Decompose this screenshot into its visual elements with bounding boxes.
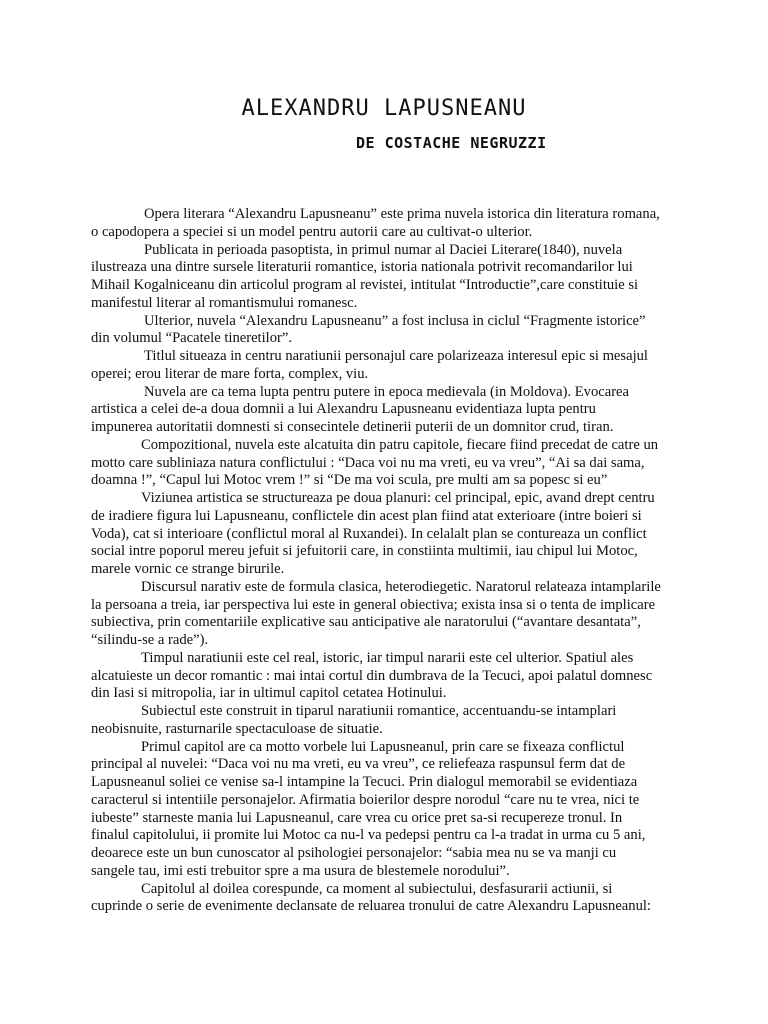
text-line: Publicata in perioada pasoptista, in primul numar al Daciei Literare(1840), nuvela [144,241,623,258]
text-line: manifestul literar al romantismului romanesc. [91,294,358,311]
text-line: Nuvela are ca tema lupta pentru putere in epoca medievala (in Moldova). Evocarea [144,383,630,400]
text-line: subiectiva, prin comentariile explicative sau anticipative ale naratorului (“avantare desantata”, [91,614,641,631]
text-line: neobisnuite, rasturnarile spectaculoase de situatie. [91,720,383,737]
text-line: Discursul narativ este de formula clasica, heterodiegetic. Naratorul relateaza intamplarile [141,578,661,595]
text-line: Lapusneanul soliei ce venise sa-l intampine la Tecuci. Prin dialogul memorabil se evidentiaza [91,774,638,790]
text-line: Primul capitol are ca motto vorbele lui Lapusneanul, prin care se fixeaza conflictul [141,738,625,755]
text-line: “silindu-se a rade”). [91,632,209,648]
text-line: Opera literara “Alexandru Lapusneanu” este prima nuvela istorica din literatura romana, [144,206,660,222]
page-title: ALEXANDRU LAPUSNEANU [241,96,527,121]
text-line: doamna !”, “Capul lui Motoc vrem !” si “De ma voi scula, pre multi am sa popesc si eu” [91,472,608,489]
text-line: motto care subliniaza natura conflictului : “Daca voi nu ma vreti, eu va vreu”, “Ai sa dai sama, [91,454,645,471]
text-line: o capodopera a speciei si un model pentru autorii care au cultivat-o ulterior. [91,223,533,240]
text-line: Voda), cat si interioare (conflictul moral al Ruxandei). In celalalt plan se contureaza un conflict [91,525,647,542]
text-line: alcatuieste un decor romantic : mai intai cortul din dumbrava de la Tecuci, apoi palatul domnesc [91,667,653,684]
text-line: social intre poporul mereu jefuit si jefuitorii care, in constiinta multimii, iau chipul lui Motoc, [91,543,638,560]
text-line: caracterul si intentiile personajelor. Afirmatia boierilor despre norodul “care nu te vrea, nici te [91,791,640,808]
text-line: artistica a celei de-a doua domnii a lui Alexandru Lapusneanu evidentiaza lupta pentru [91,401,596,418]
text-line: Compozitional, nuvela este alcatuita din patru capitole, fiecare fiind precedat de catre un [141,436,659,453]
text-line: din volumul “Pacatele tineretilor”. [91,330,292,347]
text-line: Viziunea artistica se structureaza pe doua planuri: cel principal, epic, avand drept centru [141,490,655,506]
text-line: de iradiere figura lui Lapusneanu, conflictele din acest plan fiind atat exterioare (intre boieri si [91,507,642,524]
text-line: Mihail Kogalniceanu din articolul program al revistei, intitulat “Introductie”,care constituie si [91,277,639,293]
text-line: Subiectul este construit in tiparul naratiunii romantice, accentuandu-se intamplari [141,703,617,719]
text-line: Capitolul al doilea corespunde, ca moment al subiectului, desfasurarii actiunii, si [141,880,613,897]
text-line: Titlul situeaza in centru naratiunii personajul care polarizeaza interesul epic si mesajul [144,348,648,364]
text-line: principal al nuvelei: “Daca voi nu ma vreti, eu va vreu”, ce reliefeaza raspunsul ferm dat de [91,756,626,773]
text-line: impunerea autoritatii domnesti si consecintele detinerii puterii de un domnitor crud, tiran. [91,419,614,435]
text-line: marele vornic ce strange birurile. [91,561,285,577]
text-line: din Iasi si mitropolia, iar in ultimul capitol cetatea Hotinului. [91,685,447,702]
text-line: Timpul naratiunii este cel real, istoric, iar timpul nararii este cel ulterior. Spatiul ales [141,649,634,666]
text-line: Ulterior, nuvela “Alexandru Lapusneanu” a fost inclusa in ciclul “Fragmente istorice” [144,312,646,329]
text-line: ilustreaza una dintre sursele literaturii romantice, istoria nationala potrivit recomandarilor lui [91,259,633,276]
author-subtitle: DE COSTACHE NEGRUZZI [356,134,547,152]
text-line: deoarece este un bun cunoscator al psihologiei personajelor: “sabia mea nu se va manji cu [91,845,617,861]
text-line: sangele tau, imi esti trebuitor spre a ma usura de blestemele norodului”. [91,862,510,879]
text-line: operei; erou literar de mare forta, complex, viu. [91,365,369,382]
text-line: la persoana a treia, iar perspectiva lui este in general obiectiva; exista insa si o tenta de implicare [91,596,656,613]
document-body [91,206,681,916]
text-line: cuprinde o serie de evenimente declansate de reluarea tronului de catre Alexandru Lapusneanul: [91,898,651,915]
text-line: iubeste” starneste mania lui Lapusneanul, care vrea cu orice pret sa-si recupereze tronul. In [91,809,623,826]
text-line: finalul capitolului, ii promite lui Motoc ca nu-l va pedepsi pentru ca l-a tradat in urma cu 5 ani, [91,827,646,844]
